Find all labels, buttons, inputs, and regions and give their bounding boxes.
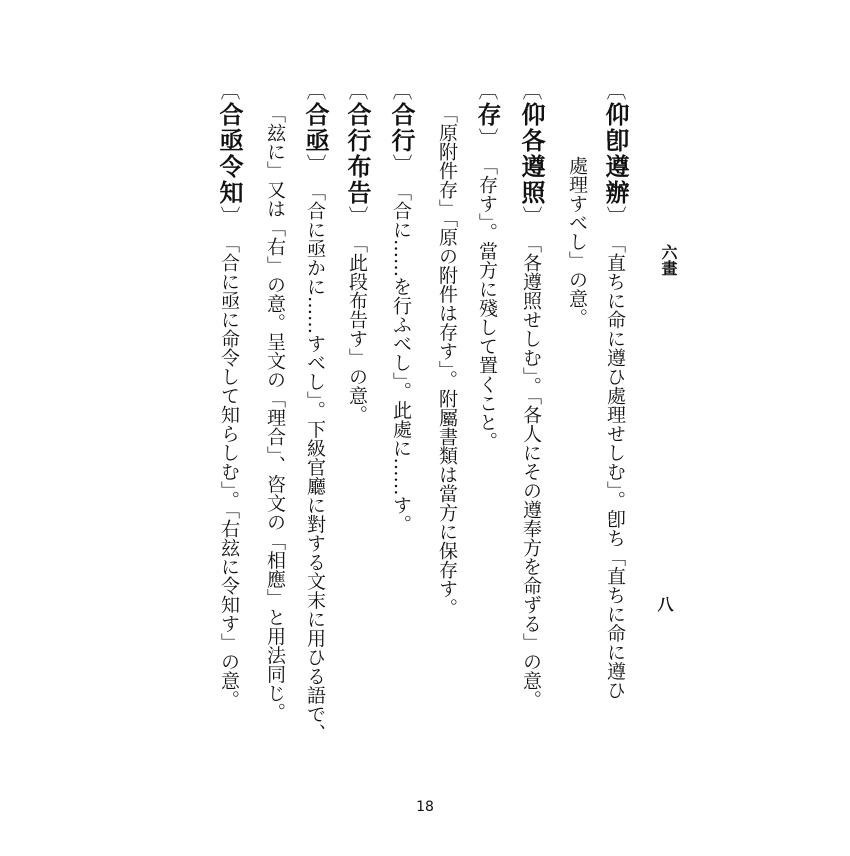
entry-term: 〔仰各遵照〕: [517, 80, 546, 228]
entry-term: 〔仰卽遵辦〕: [601, 80, 630, 228]
entry-column: [296, 80, 334, 780]
entry-definition: 「各遵照せしむ」。「各人にその遵奉方を命ずる」の意。: [520, 234, 542, 709]
entry-definition: 「合に亟かに……すべし」。下級官廳に對する文末に用ひる語で、: [304, 182, 326, 743]
entry-continuation: 處理すべし」の意。: [566, 156, 588, 327]
entry-term: 〔存〕: [473, 80, 502, 150]
running-header-page-kanji: 八: [655, 596, 674, 612]
entry-column: [468, 80, 506, 780]
entry-definition: 「此段布告す」の意。: [346, 234, 368, 424]
entry-term: 〔合亟〕: [301, 80, 330, 176]
entry-term: 〔合亟令知〕: [215, 80, 244, 228]
entry-column: [596, 80, 634, 780]
entry-continuation: 「原附件存」「原の附件は存す」。附屬書類は當方に保存す。: [436, 104, 458, 617]
entry-term: 〔合行〕: [387, 80, 416, 176]
entry-column: [382, 80, 420, 780]
entry-column: [210, 80, 248, 780]
entry-continuation: 「玆に」又は「右」の意。呈文の「理合」、咨文の「相應」と用法同じ。: [264, 104, 286, 722]
entry-column: [512, 80, 550, 780]
entry-definition: 「直ちに命に遵ひ處理せしむ」。卽ち「直ちに命に遵ひ: [604, 234, 626, 700]
entry-definition: 「存す」。當方に殘して置くこと。: [476, 156, 498, 451]
running-header-section: 六畫: [659, 244, 678, 276]
entry-column: [338, 80, 376, 780]
page-number: 18: [416, 799, 434, 815]
entry-term: 〔合行布告〕: [343, 80, 372, 228]
entry-definition: 「合に……を行ふべし」。此處に……す。: [390, 182, 412, 534]
entry-definition: 「合に亟に命令して知らしむ」。「右玆に令知す」の意。: [218, 234, 240, 709]
